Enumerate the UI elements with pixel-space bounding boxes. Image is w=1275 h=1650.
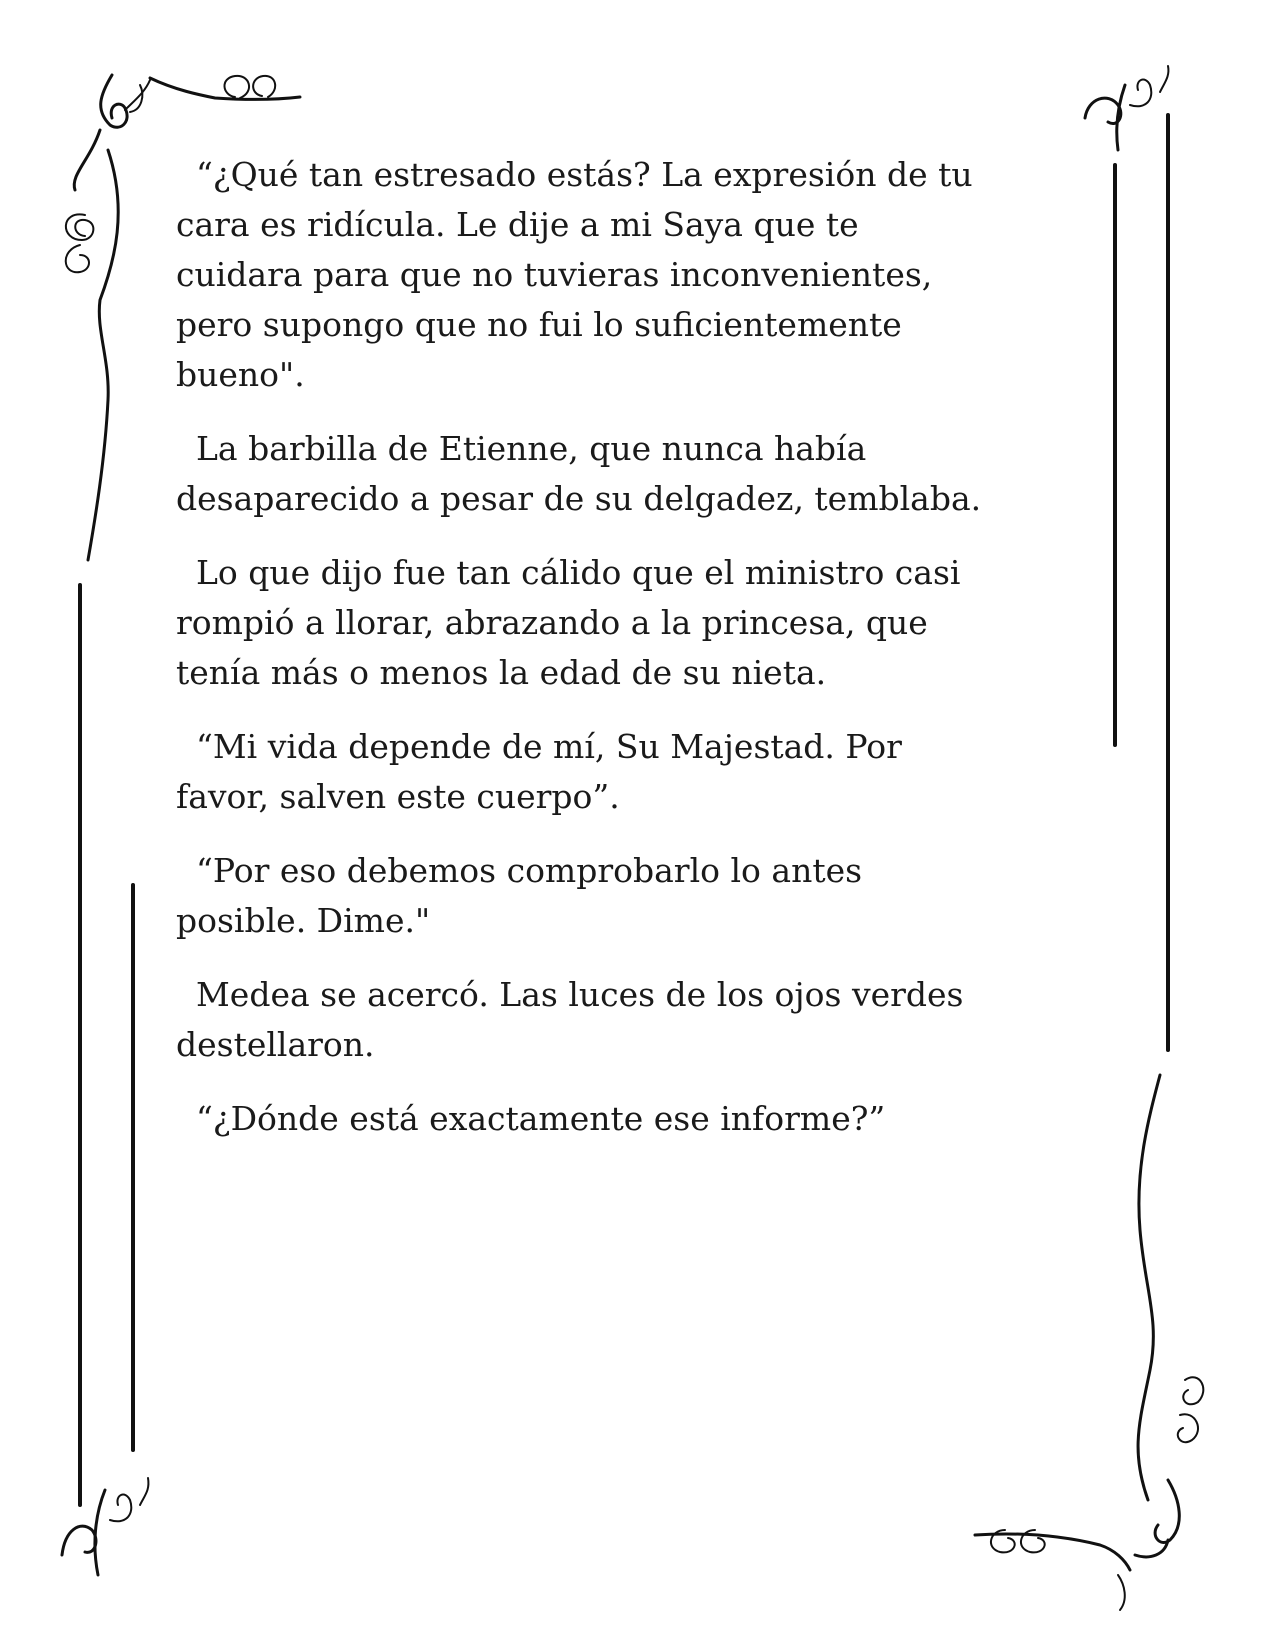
- paragraph-1: “¿Qué tan estresado estás? La expresión de tu cara es ridícula. Le dije a mi Saya que te cuidara para que no tuvieras inconvenientes, pero supongo que no fui lo suficientemente bueno".: [176, 155, 973, 394]
- paragraph-4: “Mi vida depende de mí, Su Majestad. Por favor, salven este cuerpo”.: [176, 727, 902, 816]
- paragraph-2: La barbilla de Etienne, que nunca había desaparecido a pesar de su delgadez, temblaba.: [176, 429, 982, 518]
- paragraph-6: Medea se acercó. Las luces de los ojos verdes destellaron.: [176, 975, 964, 1064]
- paragraph-7: “¿Dónde está exactamente ese informe?”: [196, 1099, 886, 1138]
- paragraph-3: Lo que dijo fue tan cálido que el ministro casi rompió a llorar, abrazando a la princesa, que tenía más o menos la edad de su nieta.: [176, 553, 961, 692]
- bottom-left-flourish-icon: [62, 1478, 148, 1575]
- paragraph-5: “Por eso debemos comprobarlo lo antes posible. Dime.": [176, 851, 863, 940]
- page-text: [176, 150, 1096, 1168]
- top-right-flourish-icon: [1085, 66, 1168, 150]
